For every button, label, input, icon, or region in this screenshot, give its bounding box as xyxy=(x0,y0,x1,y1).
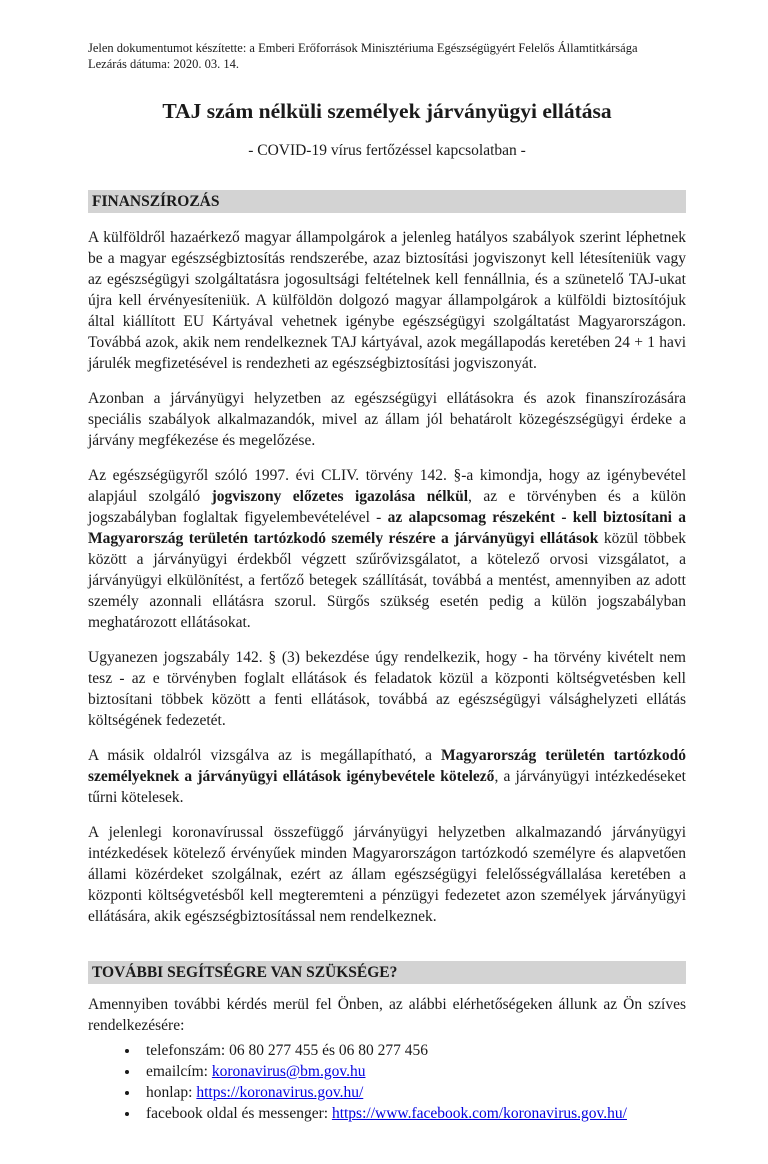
document-meta xyxy=(88,40,686,72)
paragraph: A külföldről hazaérkező magyar állampolgárok a jelenleg hatályos szabályok szerint léphetnek be a magyar egészségbiztosítás rendszerébe, azaz biztosítási jogviszonyt kell létesíteniük vagy az egészségügyi szolgáltatásra jogosultsági feltételnek kell fennállnia, és a szünetelő TAJ-ukat újra kell érvényesíteniük. A külföldön dolgozó magyar állampolgárok a külföldi biztosítójuk által kiállított EU Kártyával vehetnek igénybe egészségügyi szolgáltatást Magyarországon. Továbbá azok, akik nem rendelkeznek TAJ kártyával, azok megállapodás keretében 24 + 1 havi járulék megfizetésével is rendezheti az egészségbiztosítási jogviszonyát. xyxy=(88,229,686,372)
paragraph: A másik oldalról vizsgálva az is megállapítható, a Magyarország területén tartózkodó személyeknek a járványügyi ellátások igénybevétele kötelező, a járványügyi intézkedéseket tűrni kötelesek. xyxy=(88,747,687,806)
contact-item-label: emailcím: xyxy=(146,1063,212,1080)
section-financing xyxy=(88,190,686,927)
contact-link[interactable]: https://www.facebook.com/koronavirus.gov.hu/ xyxy=(331,1105,627,1122)
page-subtitle: - COVID-19 vírus fertőzéssel kapcsolatban - xyxy=(248,142,526,159)
contact-item-label: honlap: xyxy=(146,1084,197,1101)
paragraph: A jelenlegi koronavírussal összefüggő járványügyi helyzetben alkalmazandó járványügyi intézkedések kötelező érvényűek minden Magyarországon tartózkodó személyre és alapvetően állami közérdeket szolgálnak, ezért az állam egészségügyi felelősségvállalása keretében a központi költségvetésből kell megteremteni a pénzügyi fedezetet azon személyek járványügyi ellátására, akik egészségbiztosítással nem rendelkeznek. xyxy=(88,824,686,925)
contact-list-item xyxy=(140,1082,686,1103)
contact-link[interactable]: koronavirus@bm.gov.hu xyxy=(211,1063,366,1080)
paragraph: Azonban a járványügyi helyzetben az egészségügyi ellátásokra és azok finanszírozására speciális szabályok alkalmazandók, mivel az állam jól behatárolt közegészségügyi érdeke a járvány megfékezése és megelőzése. xyxy=(88,390,686,449)
contact-list-item xyxy=(140,1040,686,1061)
contact-item-label: telefonszám: 06 80 277 455 és 06 80 277 456 xyxy=(146,1042,428,1059)
contact-list-item xyxy=(140,1103,686,1124)
contact-link[interactable]: https://koronavirus.gov.hu/ xyxy=(196,1084,364,1101)
meta-date-line: Lezárás dátuma: 2020. 03. 14. xyxy=(88,57,239,71)
section-body-financing xyxy=(88,227,686,927)
page-title: TAJ szám nélküli személyek járványügyi ellátása xyxy=(162,99,612,123)
section-heading-further-help: TOVÁBBI SEGÍTSÉGRE VAN SZÜKSÉGE? xyxy=(88,961,686,984)
section-further-help xyxy=(88,961,686,1124)
contact-list xyxy=(88,1040,686,1124)
section-heading-financing: FINANSZÍROZÁS xyxy=(88,190,686,213)
paragraph: Az egészségügyről szóló 1997. évi CLIV. törvény 142. §-a kimondja, hogy az igénybevétel alapjául szolgáló jogviszony előzetes igazolása nélkül, az e törvényben és a külön jogszabályban foglaltak figyelembevételével - az alapcsomag részeként - kell biztosítani a Magyarország területén tartózkodó személy részére a járványügyi ellátások közül többek között a járványügyi érdekből végzett szűrővizsgálatot, a kötelező orvosi vizsgálatot, a járványügyi elkülönítést, a fertőző betegek szállítását, továbbá a mentést, amennyiben az adott személy azonnali ellátásra szorul. Sürgős szükség esetén pedig a külön jogszabályban meghatározott ellátásokat. xyxy=(88,467,687,631)
paragraph: Ugyanezen jogszabály 142. § (3) bekezdése úgy rendelkezik, hogy - ha törvény kivételt nem tesz - az e törvényben foglalt ellátások és feladatok közül a központi költségvetésben kell biztosítani többek között a fenti ellátások, továbbá az egészségügyi válsághelyzeti ellátás költségének fedezetét. xyxy=(88,649,686,729)
contact-intro: Amennyiben további kérdés merül fel Önben, az alábbi elérhetőségeken állunk az Ön szíves rendelkezésére: xyxy=(88,996,686,1034)
meta-author-line: Jelen dokumentumot készítette: a Emberi Erőforrások Minisztériuma Egészségügyért Felelős Államtitkársága xyxy=(88,41,638,55)
contact-item-label: facebook oldal és messenger: xyxy=(146,1105,332,1122)
contact-list-item xyxy=(140,1061,686,1082)
